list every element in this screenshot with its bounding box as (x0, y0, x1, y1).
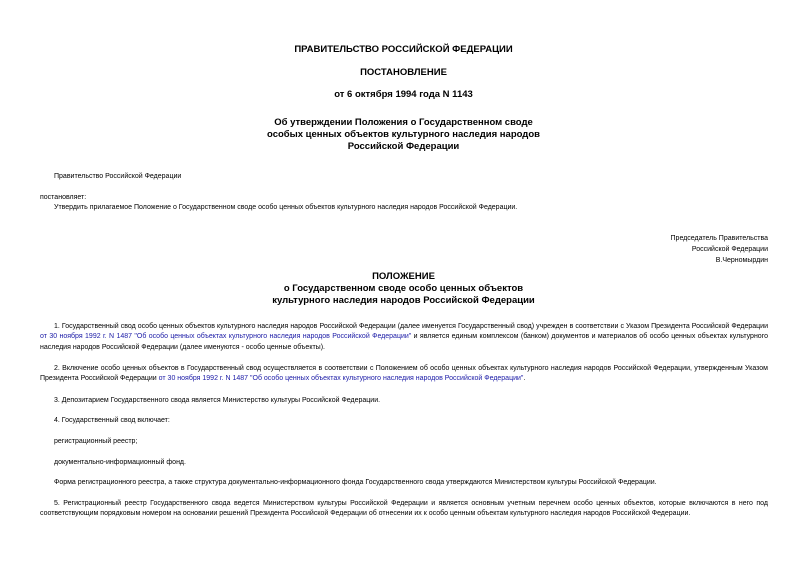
regulation-title-line3: культурного наследия народов Российской Федерации (272, 295, 535, 306)
paragraph-3-text: 3. Депозитарием Государственного свода является Министерство культуры Российской Федерации. (54, 397, 381, 404)
paragraph-5-text: 5. Регистрационный реестр Государственного свода ведется Министерством культуры Российской Федерации и является основным учетным перечнем особо ценных объектов, которые включаются в него под соответствующим порядковым номером на основании решений Президента Российской Федерации об отнесении их к особо ценным объектам культурного наследия народов Российской Федерации. (40, 500, 768, 518)
issuer-text: Правительство Российской Федерации (54, 173, 182, 180)
paragraph-1-text-b: и является единым комплексом (банком) документов и материалов об особо ценных объектах культурного наследия народов Российской Федерации (далее именуются - особо ценные объекты). (40, 333, 768, 351)
paragraph-5 (40, 499, 768, 520)
paragraph-4-note-text: Форма регистрационного реестра, а также структура документально-информационного фонда Государственного свода утверждаются Министерством культуры Российской Федерации. (54, 479, 657, 486)
government-heading: ПРАВИТЕЛЬСТВО РОССИЙСКОЙ ФЕДЕРАЦИИ (294, 44, 513, 55)
paragraph-4-item-b: документально-информационный фонд. (54, 459, 186, 466)
regulation-title-line1: ПОЛОЖЕНИЕ (372, 271, 435, 282)
date-number: от 6 октября 1994 года N 1143 (334, 89, 473, 100)
regulation-title-line2: о Государственном своде особо ценных объектов (283, 283, 524, 294)
decree-title-line3: Российской Федерации (347, 141, 460, 152)
paragraph-1-text-a: 1. Государственный свод особо ценных объектов культурного наследия народов Российской Федерации (далее именуется Государственный свод) учрежден в соответствии с Указом Президента Российской Федерации (54, 323, 768, 330)
paragraph-2-text-a: 2. Включение особо ценных объектов в Государственный свод осуществляется в соответствии с Положением об особо ценных объектах культурного наследия народов Российской Федерации, утвержденным Указом Президента Российской Федерации (40, 365, 768, 383)
paragraph-2 (40, 364, 768, 385)
paragraph-1 (40, 322, 768, 353)
signature-country: Российской Федерации (691, 246, 768, 253)
decree-link-1[interactable]: от 30 ноября 1992 г. N 1487 "Об особо ценных объектах культурного наследия народов Российской Федерации" (40, 333, 412, 341)
paragraph-2-text-b: . (523, 375, 526, 383)
doc-type-heading: ПОСТАНОВЛЕНИЕ (360, 67, 447, 78)
decree-link-2[interactable]: от 30 ноября 1992 г. N 1487 "Об особо ценных объектах культурного наследия народов Российской Федерации" (158, 375, 524, 383)
signature-block (568, 233, 768, 266)
paragraph-4 (40, 416, 768, 426)
paragraph-4-item-a: регистрационный реестр; (54, 438, 138, 445)
decree-title-line1: Об утверждении Положения о Государственном своде (274, 117, 533, 128)
paragraph-4-note (40, 478, 768, 488)
paragraph-3 (40, 396, 768, 406)
approve-text: Утвердить прилагаемое Положение о Государственном своде особо ценных объектов культурного наследия народов Российской Федерации. (54, 204, 518, 211)
signature-position: Председатель Правительства (670, 235, 768, 242)
paragraph-4-text: 4. Государственный свод включает: (54, 417, 170, 424)
decrees-text: постановляет: (40, 194, 87, 201)
decree-title-line2: особых ценных объектов культурного наследия народов (267, 129, 540, 140)
signature-name: В.Черномырдин (715, 257, 768, 264)
